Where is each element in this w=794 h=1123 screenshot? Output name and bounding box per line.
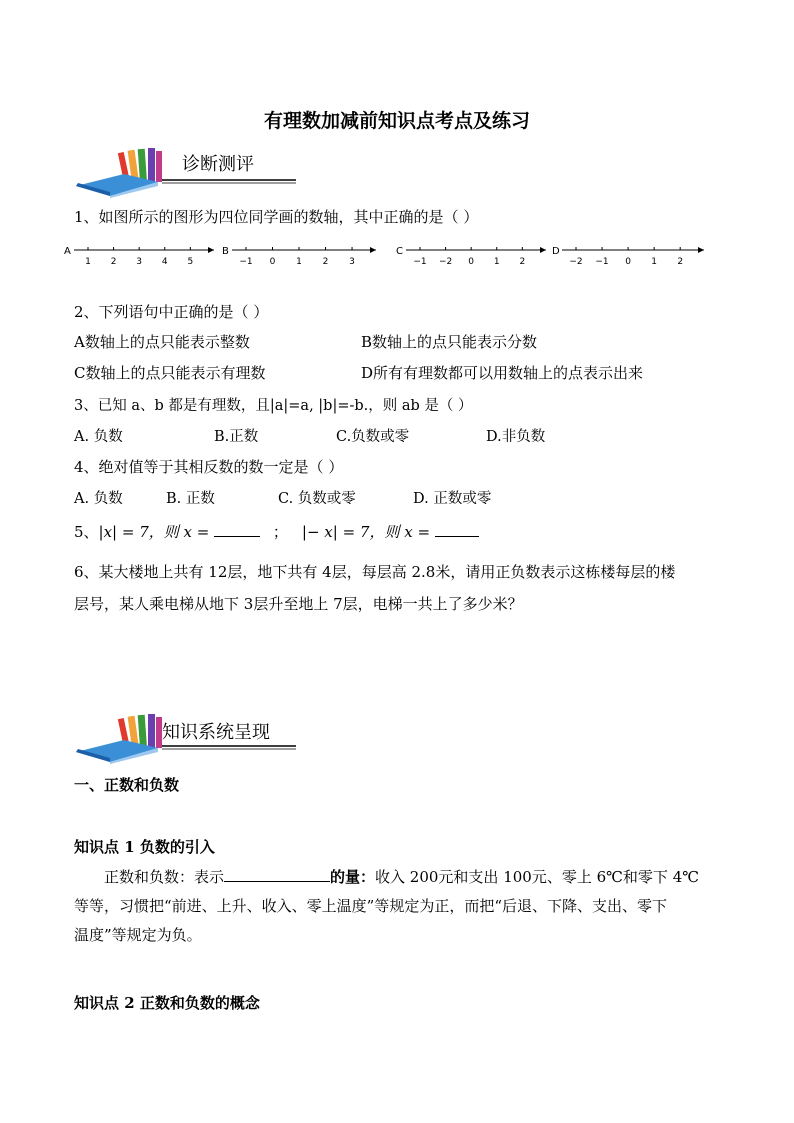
- q3-option-a: A. 负数: [74, 429, 123, 445]
- number-line-letter: C: [396, 246, 403, 257]
- number-line-tick-label: 2: [322, 257, 329, 267]
- number-line-d: [552, 246, 704, 267]
- section-heading-knowledge: 知识系统呈现: [162, 722, 270, 743]
- question-4-text: 4、绝对值等于其相反数的数一定是（ ）: [74, 458, 344, 476]
- q4-option-d: D. 正数或零: [413, 491, 492, 507]
- number-line-tick-label: 2: [677, 257, 684, 267]
- number-line-b: [222, 246, 376, 267]
- number-line-a: [64, 246, 214, 267]
- number-line-letter: B: [222, 246, 229, 257]
- number-line-letter: A: [64, 246, 71, 257]
- q2-option-a: A数轴上的点只能表示整数: [74, 333, 250, 351]
- q2-option-d: D所有有理数都可以用数轴上的点表示出来: [361, 364, 644, 382]
- number-line-tick-label: 0: [468, 257, 475, 267]
- number-line-tick-label: 1: [651, 257, 658, 267]
- number-line-tick-label: 1: [296, 257, 302, 267]
- number-line-tick-label: 2: [519, 257, 526, 267]
- part-1-heading: 一、正数和负数: [74, 776, 180, 794]
- number-line-arrow: [540, 247, 546, 253]
- knowledge-point-2-heading: 知识点 2 正数和负数的概念: [74, 994, 260, 1012]
- q4-option-a: A. 负数: [74, 491, 123, 507]
- page-title: 有理数加减前知识点考点及练习: [263, 110, 530, 132]
- number-line-tick-label: 3: [136, 257, 143, 267]
- q5-answer-blank-1[interactable]: [214, 536, 260, 537]
- number-line-c: [396, 246, 546, 267]
- section-heading-diagnostic: 诊断测评: [182, 154, 254, 175]
- knowledge-point-1-heading: 知识点 1 负数的引入: [74, 838, 215, 856]
- number-line-tick-label: 0: [625, 257, 631, 267]
- number-line-tick-label: −1: [413, 257, 427, 267]
- question-6-line-1: 6、某大楼地上共有 12层，地下共有 4层，每层高 2.8米，请用正负数表示这栋楼每层的楼: [74, 563, 676, 581]
- q3-option-d: D.非负数: [486, 429, 546, 445]
- q5-expression-1: |x| = 7，则 x =: [98, 523, 215, 541]
- number-lines-figure: [64, 238, 704, 270]
- number-line-tick-label: 1: [493, 257, 500, 267]
- number-line-letter: D: [552, 246, 560, 257]
- number-line-tick-label: 1: [85, 257, 91, 267]
- section-banner-diagnostic: [74, 146, 304, 198]
- number-line-tick-label: −2: [438, 257, 453, 267]
- kp1-paragraph: [74, 864, 724, 948]
- q5-answer-blank-2[interactable]: [435, 536, 479, 537]
- q4-option-c: C. 负数或零: [278, 491, 356, 507]
- kp1-text-line-2: 等等，习惯把“前进、上升、收入、零上温度”等规定为正，而把“后退、下降、支出、零下: [74, 897, 668, 915]
- number-line-tick-label: 5: [187, 257, 194, 267]
- number-line-tick-label: 2: [110, 257, 117, 267]
- section-banner-knowledge: [74, 712, 304, 764]
- kp1-text-end: 收入 200元和支出 100元、零上 6℃和零下 4℃: [375, 868, 700, 886]
- q3-option-c: C.负数或零: [336, 429, 410, 445]
- kp1-text-start: 正数和负数：表示: [104, 868, 225, 886]
- number-line-tick-label: −2: [569, 257, 583, 267]
- q2-option-b: B数轴上的点只能表示分数: [361, 333, 538, 351]
- number-line-options: [64, 238, 704, 270]
- number-line-tick-label: 4: [161, 257, 168, 267]
- q5-separator: ；: [272, 523, 288, 541]
- q4-option-b: B. 正数: [166, 491, 215, 507]
- kp1-answer-blank[interactable]: [224, 881, 330, 882]
- question-1-text: 1、如图所示的图形为四位同学画的数轴，其中正确的是（ ）: [74, 208, 479, 226]
- question-2-text: 2、下列语句中正确的是（ ）: [74, 303, 269, 321]
- q2-option-c: C数轴上的点只能表示有理数: [74, 364, 266, 382]
- number-line-tick-label: 3: [349, 257, 355, 267]
- number-line-arrow: [370, 247, 376, 253]
- question-3-text: 3、已知 a、b 都是有理数，且|a|=a, |b|=-b.，则 ab 是（ ）: [74, 398, 473, 414]
- q3-option-b: B.正数: [214, 429, 259, 445]
- number-line-tick-label: −1: [239, 257, 253, 267]
- kp1-text-line-3: 温度”等规定为负。: [74, 926, 202, 944]
- number-line-arrow: [698, 247, 704, 253]
- q5-expression-2: |− x| = 7，则 x =: [301, 523, 435, 541]
- q5-number: 5、: [74, 523, 99, 541]
- kp1-text-bold: 的量：: [330, 868, 376, 886]
- number-line-tick-label: −1: [595, 257, 609, 267]
- question-5: [74, 521, 479, 542]
- number-line-tick-label: 0: [269, 257, 276, 267]
- question-6-line-2: 层号，某人乘电梯从地下 3层升至地上 7层，电梯一共上了多少米？: [74, 595, 523, 613]
- number-line-arrow: [208, 247, 214, 253]
